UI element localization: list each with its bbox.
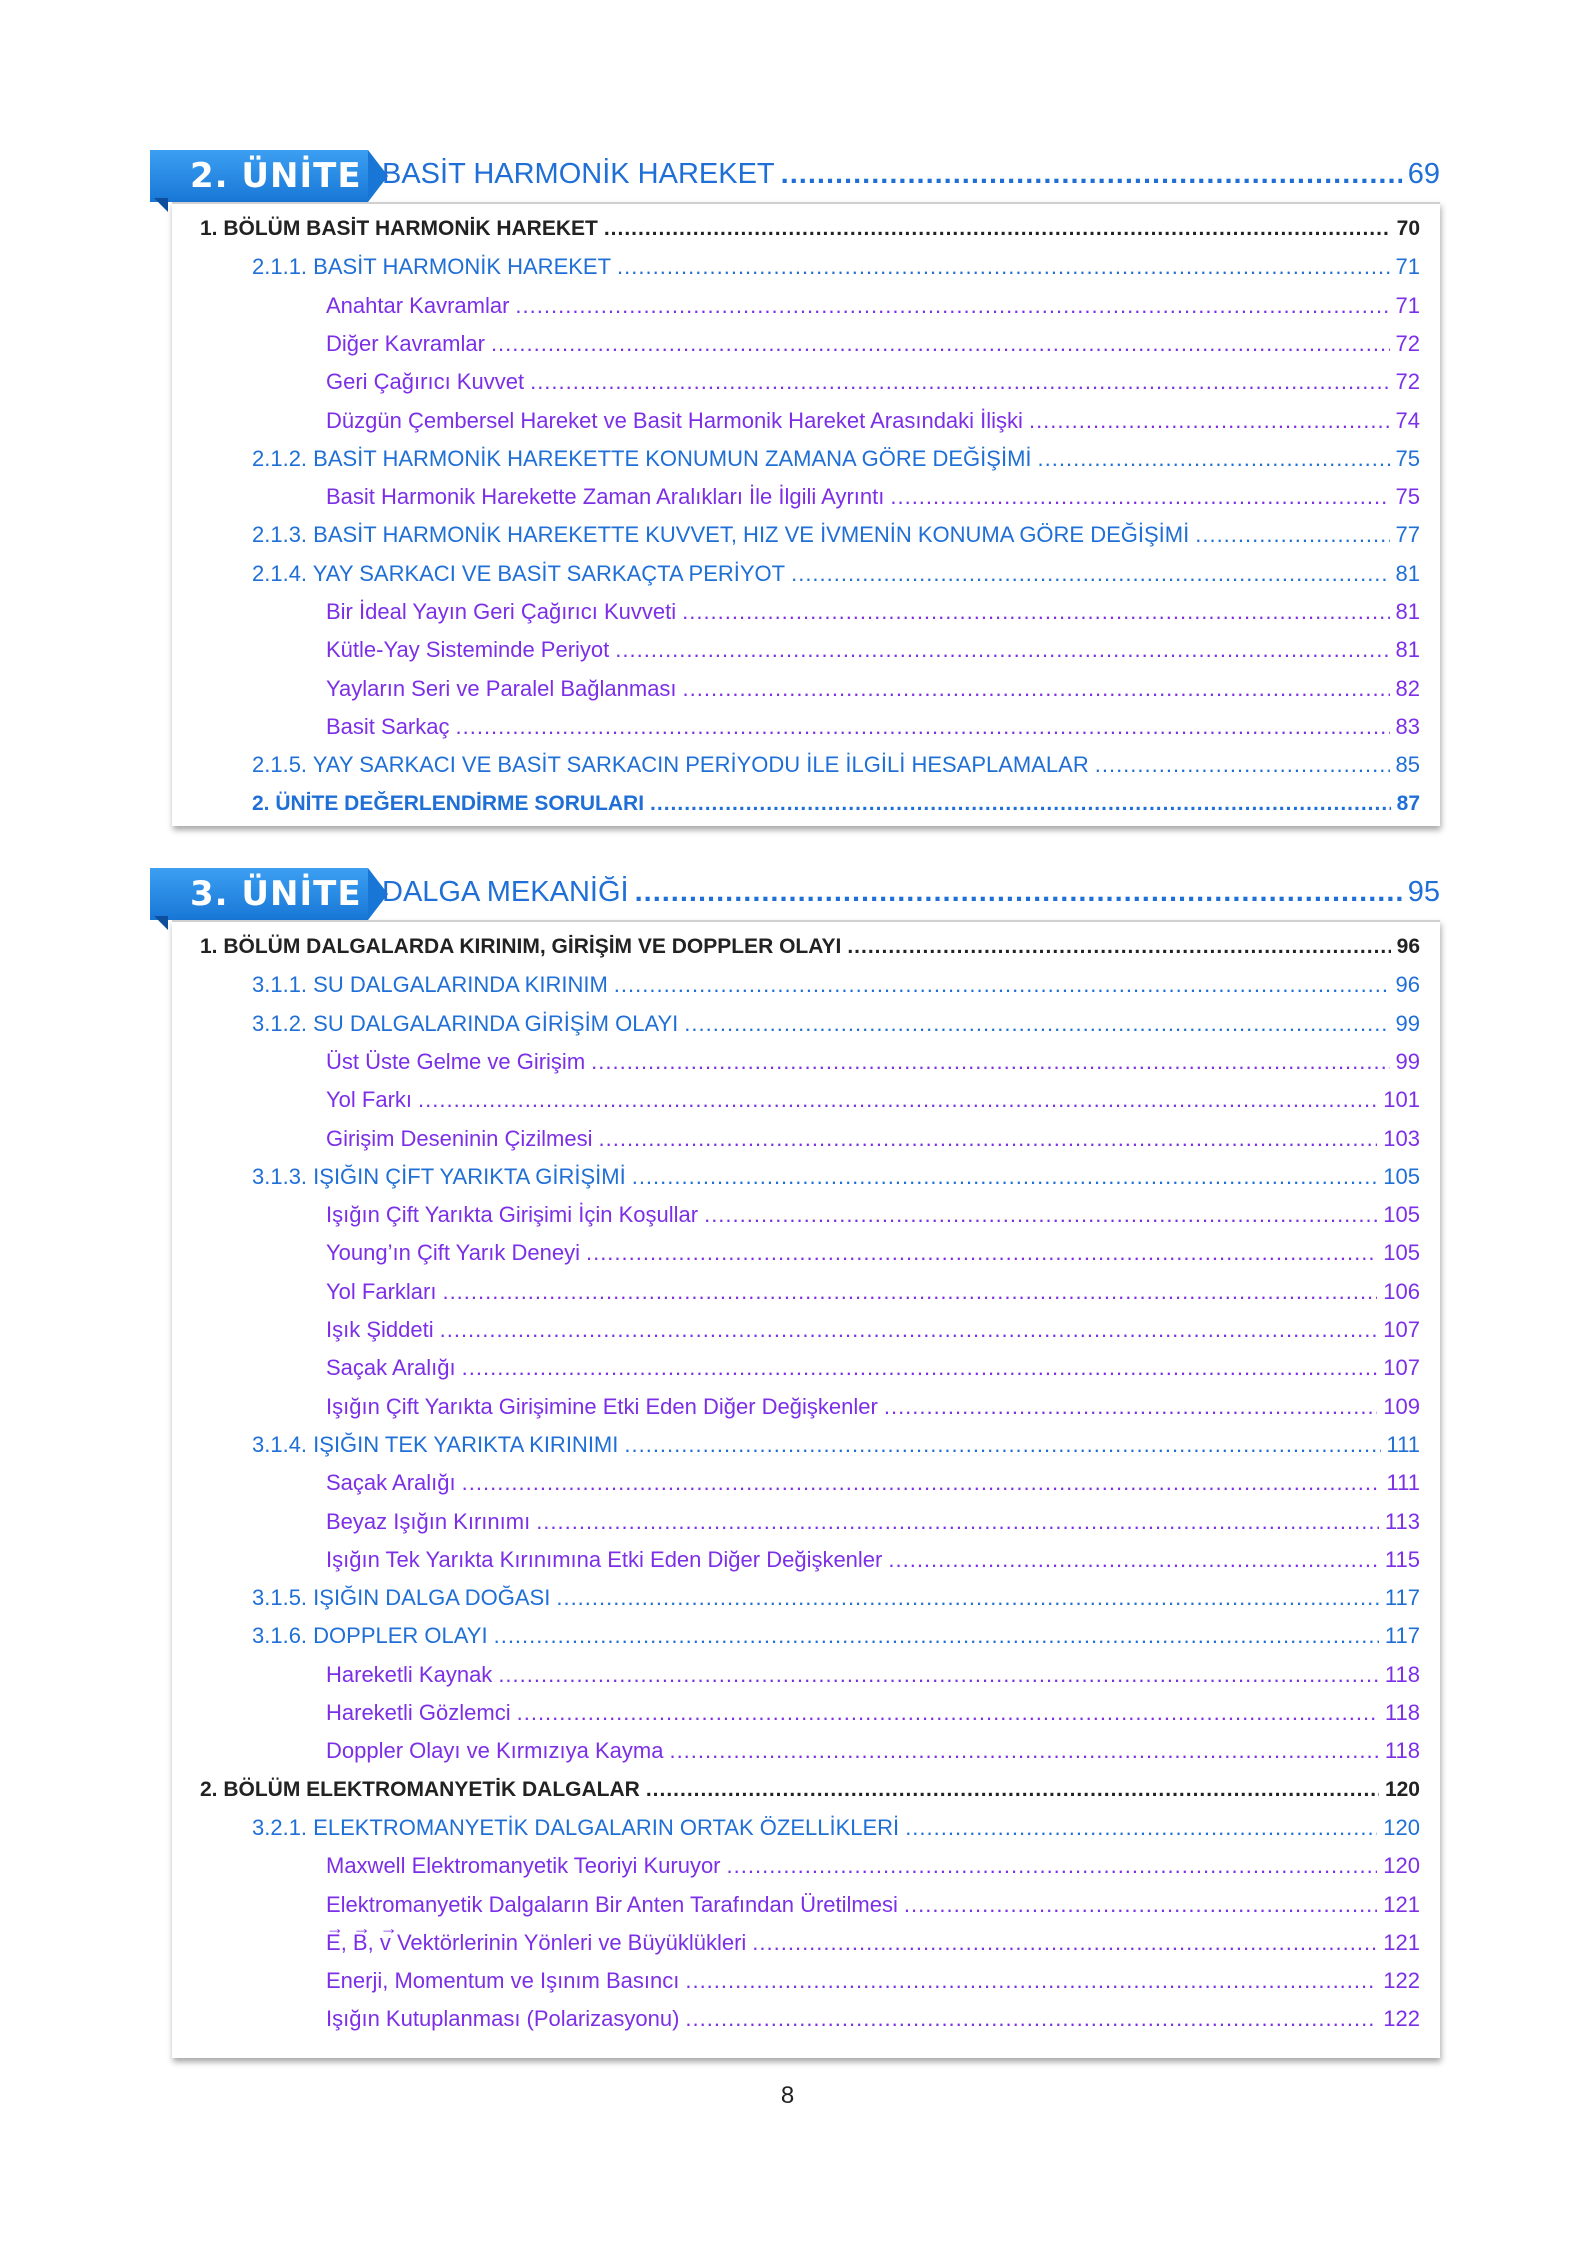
toc-entry-page: 115: [1384, 1546, 1420, 1572]
dot-leader: [536, 1509, 1379, 1535]
toc-entry-sec[interactable]: [252, 1585, 1420, 1611]
toc-entry-page: 103: [1383, 1125, 1420, 1151]
badge-fold-decoration: [154, 198, 168, 212]
toc-entry-label: Hareketli Gözlemci: [326, 1700, 511, 1725]
toc-entry-page: 81: [1395, 560, 1420, 586]
toc-entry-eval[interactable]: [252, 791, 1420, 817]
toc-entry-label: 3.1.5. IŞIĞIN DALGA DOĞASI: [252, 1585, 551, 1611]
unit-badge: 3. ÜNİTE: [150, 868, 368, 920]
toc-entry-sub[interactable]: [326, 714, 1420, 740]
toc-entry-page: 122: [1383, 2006, 1420, 2032]
toc-entry-label: → E, → B, → v Vektörlerinin Yönleri ve Büyüklükleri: [326, 1930, 746, 1956]
toc-entry-sec[interactable]: [252, 752, 1420, 778]
toc-entry-sec[interactable]: [252, 1623, 1420, 1649]
toc-entry-sub[interactable]: [326, 1394, 1420, 1420]
toc-entry-sub[interactable]: [326, 1355, 1420, 1381]
toc-entry-page: 107: [1383, 1317, 1420, 1342]
toc-entry-label: Diğer Kavramlar: [326, 330, 485, 356]
dot-leader: [442, 1279, 1377, 1305]
vector-symbol: → v: [380, 1930, 391, 1956]
toc-entry-page: 118: [1384, 1661, 1420, 1687]
toc-entry-sub[interactable]: [326, 1279, 1420, 1305]
toc-box-unit-2: [172, 202, 1440, 826]
toc-entry-page: 99: [1395, 1010, 1420, 1036]
toc-box-unit-3: [172, 920, 1440, 2058]
unit-title-row[interactable]: [382, 876, 1440, 909]
toc-entry-label: Işığın Kutuplanması (Polarizasyonu): [326, 2006, 680, 2032]
toc-entry-label: Yayların Seri ve Paralel Bağlanması: [326, 675, 677, 701]
toc-entry-page: 85: [1395, 752, 1420, 778]
toc-entry-sec[interactable]: [252, 522, 1420, 548]
toc-entry-sub[interactable]: [326, 637, 1420, 663]
dot-leader: [890, 484, 1389, 510]
toc-entry-sec[interactable]: [252, 972, 1420, 998]
dot-leader: [1195, 522, 1389, 548]
toc-entry-page: 70: [1396, 217, 1420, 240]
dot-leader: [586, 1240, 1377, 1266]
toc-entry-label: Saçak Aralığı: [326, 1470, 456, 1496]
toc-entry-page: 122: [1383, 1968, 1420, 1994]
toc-entry-page: 121: [1383, 1891, 1420, 1917]
toc-entry-page: 72: [1395, 330, 1420, 356]
dot-leader: [617, 254, 1389, 280]
toc-entry-label: Işığın Tek Yarıkta Kırınımına Etki Eden Diğer Değişkenler: [326, 1546, 883, 1572]
toc-entry-label: Yol Farkı: [326, 1087, 413, 1113]
toc-entry-label: Young’ın Çift Yarık Deneyi: [326, 1240, 580, 1266]
toc-entry-sec[interactable]: [252, 561, 1420, 587]
toc-entry-page: 120: [1384, 1777, 1420, 1801]
toc-entry-sec[interactable]: [252, 1164, 1420, 1190]
toc-entry-sec[interactable]: [252, 1011, 1420, 1037]
unit-header-2: [150, 150, 1440, 202]
dot-leader: [498, 1662, 1379, 1688]
unit-title: DALGA MEKANİĞİ: [382, 876, 629, 908]
dot-leader: [494, 1623, 1379, 1649]
toc-entry-label: Işığın Çift Yarıkta Girişimine Etki Eden Diğer Değişkenler: [326, 1393, 878, 1419]
toc-entry-sub[interactable]: [326, 1547, 1420, 1573]
dot-leader: [905, 1815, 1377, 1841]
toc-entry-sub[interactable]: [326, 293, 1420, 319]
dot-leader: [646, 1777, 1379, 1803]
toc-entry-label: Basit Sarkaç: [326, 713, 450, 739]
toc-entry-page: 118: [1384, 1700, 1420, 1725]
toc-entry-page: 74: [1395, 407, 1420, 433]
unit-page: 95: [1407, 876, 1440, 908]
toc-entry-page: 96: [1396, 935, 1420, 958]
toc-entry-sub[interactable]: [326, 1968, 1420, 1994]
toc-entry-page: 81: [1395, 599, 1420, 624]
dot-leader: [615, 637, 1389, 663]
toc-entry-label: Anahtar Kavramlar: [326, 292, 510, 318]
toc-entry-label: 1. BÖLÜM BASİT HARMONİK HAREKET: [200, 217, 598, 240]
dot-leader: [1038, 446, 1390, 472]
toc-entry-label: Girişim Deseninin Çizilmesi: [326, 1125, 593, 1151]
toc-entry-page: 101: [1383, 1087, 1420, 1113]
toc-entry-label: 3.1.2. SU DALGALARINDA GİRİŞİM OLAYI: [252, 1010, 679, 1036]
toc-entry-page: 117: [1384, 1585, 1420, 1611]
unit-badge: 2. ÜNİTE: [150, 150, 368, 202]
toc-entry-page: 118: [1384, 1738, 1420, 1764]
toc-entry-sub[interactable]: [326, 408, 1420, 434]
dot-leader: [1095, 752, 1390, 778]
toc-entry-label: 3.1.6. DOPPLER OLAYI: [252, 1623, 488, 1649]
unit-header-3: [150, 868, 1440, 920]
toc-entry-sub[interactable]: [326, 2006, 1420, 2032]
toc-entry-label: Geri Çağırıcı Kuvvet: [326, 369, 525, 395]
dot-leader: [556, 1585, 1379, 1611]
toc-entry-label: Üst Üste Gelme ve Girişim: [326, 1048, 586, 1074]
toc-entry-page: 111: [1386, 1431, 1420, 1457]
page-number: 8: [780, 2082, 795, 2109]
toc-entry-sec[interactable]: [252, 1815, 1420, 1841]
toc-entry-label: Basit Harmonik Harekette Zaman Aralıkları İle İlgili Ayrıntı: [326, 484, 885, 510]
dot-leader: [727, 1853, 1378, 1879]
dot-leader: [791, 561, 1389, 587]
toc-entry-page: 71: [1395, 254, 1420, 280]
toc-entry-sub[interactable]: [326, 1240, 1420, 1266]
toc-entry-sub[interactable]: [326, 1930, 1420, 1956]
toc-entry-label: 2.1.3. BASİT HARMONİK HAREKETTE KUVVET, HIZ VE İVMENİN KONUMA GÖRE DEĞİŞİMİ: [252, 522, 1190, 548]
dot-leader: [1029, 408, 1390, 434]
unit-title: BASİT HARMONİK HAREKET: [382, 158, 775, 190]
toc-entry-sub[interactable]: [326, 1892, 1420, 1918]
dot-leader: [847, 934, 1390, 960]
toc-entry-page: 99: [1395, 1048, 1420, 1074]
unit-page: 69: [1407, 158, 1440, 190]
toc-entry-label: 3.1.3. IŞIĞIN ÇİFT YARIKTA GİRİŞİMİ: [252, 1163, 626, 1189]
dot-leader: [604, 216, 1391, 242]
dot-leader: [591, 1049, 1389, 1075]
toc-entry-label: Düzgün Çembersel Hareket ve Basit Harmonik Hareket Arasındaki İlişki: [326, 407, 1023, 433]
toc-entry-label: Saçak Aralığı: [326, 1355, 456, 1381]
toc-entry-label: 2.1.1. BASİT HARMONİK HAREKET: [252, 254, 612, 280]
toc-entry-label: 2.1.4. YAY SARKACI VE BASİT SARKAÇTA PERİYOT: [252, 560, 786, 586]
toc-entry-page: 105: [1383, 1163, 1420, 1189]
dot-leader: [685, 2006, 1377, 2032]
toc-entry-page: 111: [1386, 1470, 1420, 1496]
toc-entry-label: 2.1.5. YAY SARKACI VE BASİT SARKACIN PERİYODU İLE İLGİLİ HESAPLAMALAR: [252, 752, 1089, 778]
toc-entry-sec[interactable]: [252, 254, 1420, 280]
toc-entry-sub[interactable]: [326, 599, 1420, 625]
toc-entry-sec[interactable]: [252, 446, 1420, 472]
toc-entry-page: 75: [1395, 484, 1420, 510]
toc-entry-sub[interactable]: [326, 1662, 1420, 1688]
toc-entry-page: 72: [1395, 369, 1420, 395]
toc-entry-label: 2. BÖLÜM ELEKTROMANYETİK DALGALAR: [200, 1777, 640, 1801]
vector-symbol: → E: [326, 1930, 341, 1956]
toc-entry-label: 1. BÖLÜM DALGALARDA KIRINIM, GİRİŞİM VE DOPPLER OLAYI: [200, 935, 842, 958]
toc-entry-label: Doppler Olayı ve Kırmızıya Kayma: [326, 1738, 664, 1764]
dot-leader: [904, 1892, 1377, 1918]
badge-fold-decoration: [154, 916, 168, 930]
dot-leader: [614, 972, 1390, 998]
dot-leader: [650, 791, 1391, 817]
toc-entry-label: 2. ÜNİTE DEĞERLENDİRME SORULARI: [252, 791, 645, 815]
toc-entry-page: 71: [1395, 292, 1420, 318]
dot-leader: [669, 1738, 1378, 1764]
toc-entry-sub[interactable]: [326, 1470, 1420, 1496]
dot-leader: [888, 1547, 1379, 1573]
dot-leader: [517, 1700, 1379, 1726]
toc-entry-page: 75: [1395, 445, 1420, 471]
dot-leader: [704, 1202, 1377, 1228]
toc-entry-page: 107: [1383, 1355, 1420, 1381]
dot-leader: [884, 1394, 1377, 1420]
dot-leader: [685, 1968, 1377, 1994]
toc-entry-sub[interactable]: [326, 369, 1420, 395]
toc-entry-sub[interactable]: [326, 676, 1420, 702]
toc-entry-sec[interactable]: [252, 1432, 1420, 1458]
toc-entry-page: 106: [1383, 1278, 1420, 1304]
toc-entry-page: 105: [1383, 1240, 1420, 1266]
toc-entry-sub[interactable]: [326, 1509, 1420, 1535]
dot-leader: [418, 1087, 1377, 1113]
dot-leader: [491, 331, 1390, 357]
toc-entry-label: Elektromanyetik Dalgaların Bir Anten Tarafından Üretilmesi: [326, 1891, 898, 1917]
vector-symbol: → B: [353, 1930, 368, 1956]
dot-leader: [682, 599, 1389, 625]
toc-entry-page: 121: [1383, 1929, 1420, 1955]
toc-entry-label: Maxwell Elektromanyetik Teoriyi Kuruyor: [326, 1853, 721, 1879]
toc-entry-label: Yol Farkları: [326, 1278, 437, 1304]
toc-entry-page: 113: [1384, 1508, 1420, 1534]
toc-entry-page: 105: [1383, 1202, 1420, 1228]
toc-entry-sub[interactable]: [326, 1738, 1420, 1764]
toc-entry-label: 3.1.1. SU DALGALARINDA KIRINIM: [252, 972, 608, 998]
dot-leader: [632, 1164, 1378, 1190]
toc-entry-page: 109: [1383, 1393, 1420, 1419]
dot-leader: [440, 1317, 1378, 1343]
toc-entry-label: Işığın Çift Yarıkta Girişimi İçin Koşullar: [326, 1202, 699, 1228]
toc-entry-page: 96: [1395, 972, 1420, 998]
dot-leader: [684, 1011, 1389, 1037]
toc-entry-sub[interactable]: [326, 484, 1420, 510]
toc-entry-label: 3.2.1. ELEKTROMANYETİK DALGALARIN ORTAK ÖZELLİKLERİ: [252, 1814, 900, 1840]
toc-entry-sub[interactable]: [326, 1317, 1420, 1343]
toc-entry-sub[interactable]: [326, 1202, 1420, 1228]
dot-leader: [456, 714, 1390, 740]
toc-entry-label: Hareketli Kaynak: [326, 1661, 493, 1687]
dot-leader: [599, 1126, 1378, 1152]
unit-title-row[interactable]: [382, 158, 1440, 191]
toc-entry-label: Bir İdeal Yayın Geri Çağırıcı Kuvveti: [326, 599, 677, 624]
toc-entry-page: 120: [1383, 1853, 1420, 1879]
toc-entry-page: 77: [1395, 522, 1420, 548]
dot-leader: [624, 1432, 1380, 1458]
dot-leader: [781, 158, 1402, 191]
toc-entry-label: 2.1.2. BASİT HARMONİK HAREKETTE KONUMUN ZAMANA GÖRE DEĞİŞİMİ: [252, 445, 1032, 471]
toc-entry-sub[interactable]: [326, 1087, 1420, 1113]
toc-entry-label: 3.1.4. IŞIĞIN TEK YARIKTA KIRINIMI: [252, 1431, 619, 1457]
toc-entry-page: 87: [1396, 791, 1420, 815]
dot-leader: [752, 1930, 1377, 1956]
toc-entry-bolum[interactable]: [200, 216, 1420, 242]
toc-entry-sub[interactable]: [326, 331, 1420, 357]
toc-entry-page: 82: [1395, 675, 1420, 701]
toc-entry-label: Işık Şiddeti: [326, 1317, 434, 1342]
dot-leader: [530, 369, 1389, 395]
toc-entry-sub[interactable]: [326, 1700, 1420, 1726]
toc-entry-label: Kütle-Yay Sisteminde Periyot: [326, 637, 610, 663]
toc-entry-bolum[interactable]: [200, 1777, 1420, 1803]
toc-entry-bolum[interactable]: [200, 934, 1420, 960]
toc-entry-page: 83: [1395, 713, 1420, 739]
toc-entry-page: 81: [1395, 637, 1420, 663]
dot-leader: [683, 676, 1390, 702]
toc-entry-label: Beyaz Işığın Kırınımı: [326, 1508, 531, 1534]
toc-entry-page: 117: [1384, 1623, 1420, 1649]
toc-entry-sub[interactable]: [326, 1126, 1420, 1152]
dot-leader: [462, 1470, 1381, 1496]
toc-entry-sub[interactable]: [326, 1049, 1420, 1075]
toc-entry-page: 120: [1383, 1814, 1420, 1840]
toc-entry-label: Enerji, Momentum ve Işınım Basıncı: [326, 1968, 680, 1994]
dot-leader: [635, 876, 1402, 909]
toc-entry-sub[interactable]: [326, 1853, 1420, 1879]
dot-leader: [515, 293, 1389, 319]
dot-leader: [462, 1355, 1378, 1381]
